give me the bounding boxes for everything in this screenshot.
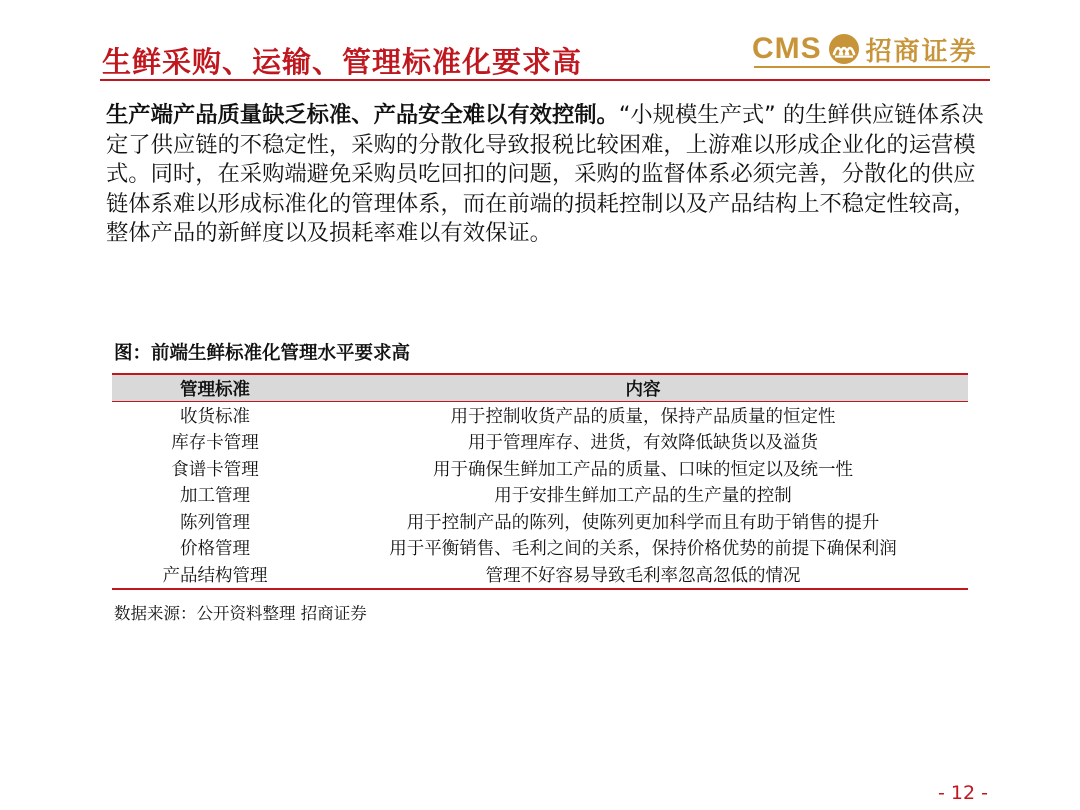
table-row (112, 482, 968, 509)
body-paragraph (106, 101, 986, 249)
table-header-row (112, 375, 968, 402)
table-cell-standard: 收货标准 (180, 406, 250, 427)
table-cell-standard: 食谱卡管理 (171, 459, 259, 480)
title-divider (100, 79, 990, 81)
table-cell-standard: 产品结构管理 (162, 565, 268, 586)
logo-brand-cn: 招商证券 (865, 36, 978, 67)
table-cell-content: 用于安排生鲜加工产品的生产量的控制 (494, 486, 792, 507)
table-cell-content: 用于控制产品的陈列，使陈列更加科学而且有助于销售的提升 (406, 512, 880, 533)
table-header-standard: 管理标准 (180, 379, 250, 400)
table-row (112, 429, 968, 456)
table-cell-content: 管理不好容易导致毛利率忽高忽低的情况 (485, 565, 801, 586)
logo-underline (754, 66, 990, 68)
logo-brand-en: CMS (752, 32, 822, 65)
table-row (112, 535, 968, 562)
table-row (112, 455, 968, 482)
cms-emblem-icon (828, 33, 860, 65)
table-cell-standard: 陈列管理 (180, 512, 250, 533)
page-number: - 12 - (938, 782, 988, 804)
table-row (112, 402, 968, 429)
data-source-note: 数据来源：公开资料整理 招商证券 (114, 604, 367, 623)
standards-table (112, 373, 968, 590)
table-cell-content: 用于确保生鲜加工产品的质量、口味的恒定以及统一性 (433, 459, 853, 480)
figure-caption: 图：前端生鲜标准化管理水平要求高 (114, 343, 411, 364)
table-row (112, 508, 968, 535)
table-cell-content: 用于控制收货产品的质量，保持产品质量的恒定性 (450, 406, 836, 427)
table-cell-standard: 加工管理 (180, 486, 250, 507)
table-row (112, 561, 968, 588)
paragraph-lead: 生产端产品质量缺乏标准、产品安全难以有效控制。 (106, 102, 619, 128)
table-header-content: 内容 (625, 379, 661, 400)
paragraph-text: “小规模生产式” 的生鲜供应链体系决定了供应链的不稳定性，采购的分散化导致报税比较困难，上游难以形成企业化的运营模式。同时，在采购端避免采购员吃回扣的问题，采购的监督体系必须完善，分散化的供应链体系难以形成标准化的管理体系，而在前端的损耗控制以及产品结构上不稳定性较高，整体产品的新鲜度以及损耗率难以有效保证。 (106, 102, 984, 246)
table-cell-standard: 价格管理 (180, 539, 250, 560)
table-cell-content: 用于管理库存、进货，有效降低缺货以及溢货 (468, 433, 818, 454)
table-cell-standard: 库存卡管理 (171, 433, 259, 454)
cms-logo (752, 30, 978, 68)
page-title: 生鲜采购、运输、管理标准化要求高 (102, 45, 583, 79)
table-cell-content: 用于平衡销售、毛利之间的关系，保持价格优势的前提下确保利润 (389, 539, 897, 560)
